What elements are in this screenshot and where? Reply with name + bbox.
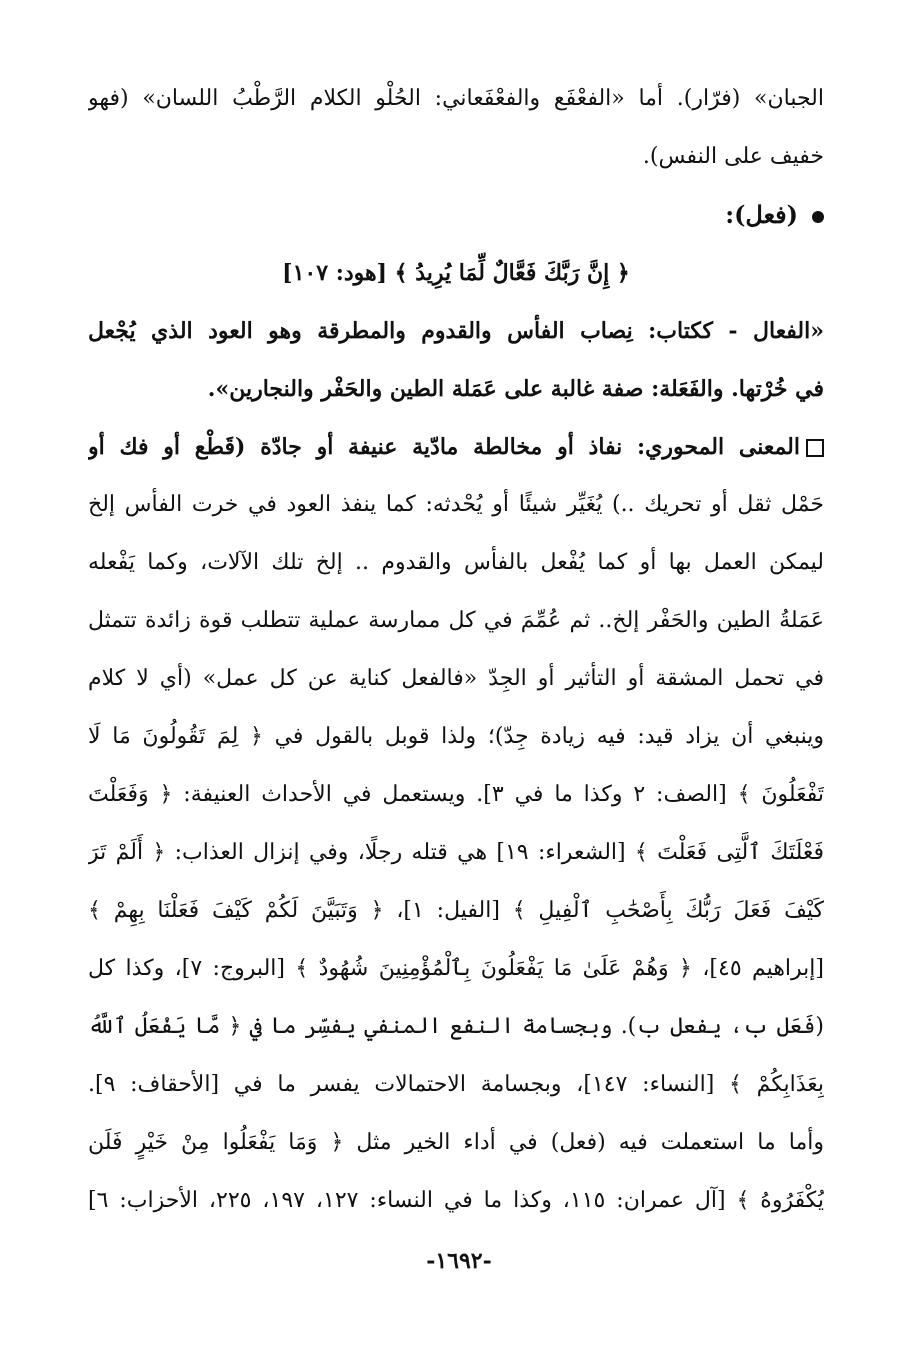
section-heading-label: (فعل): [725, 200, 798, 229]
text-line: [إبراهيم ٤٥]، ﴿ وَهُمْ عَلَىٰ مَا يَفْعَلُونَ بِٱلْمُؤْمِنِينَ شُهُودٌ ﴾ [البروج: ٧]، وكذا كل [88, 956, 824, 981]
quran-verse: ﴿ إِنَّ رَبَّكَ فَعَّالٌ لِّمَا يُرِيدُ ﴾ [هود: ١٠٧] [282, 260, 630, 286]
text-line: حَمْل ثقل أو تحريك ..) يُغَيِّر شيئًا أو يُحْدثه: كما ينفذ العود في خرت الفأس إلخ [88, 492, 824, 517]
text-line: كَيْفَ فَعَلَ رَبُّكَ بِأَصْحَٰبِ ٱلْفِيلِ ﴾ [الفيل: ١]، ﴿ وَتَبَيَّنَ لَكُمْ كَيْفَ فَعَلْنَا بِهِمْ ﴾ [88, 898, 824, 923]
section-heading [88, 186, 824, 244]
text-line: فَعْلَتَكَ ٱلَّتِى فَعَلْتَ ﴾ [الشعراء: ١٩] هي قتله رجلًا، وفي إنزال العذاب: ﴿ أَلَمْ تَرَ [88, 840, 824, 865]
text-line: (فَعَل ب، يفعل ب). وبجسامة النفع المنفي يفسِّر ما في ﴿ مَّا يَفْعَلُ ٱللَّهُ [88, 1014, 824, 1039]
definition-line: «الفعال - ككتاب: نِصاب الفأس والقدوم والمطرقة وهو العود الذي يُجْعل [88, 318, 824, 344]
text-line: وينبغي أن يزاد قيد: فيه زيادة جِدّ)؛ ولذا قوبل بالقول في ﴿ لِمَ تَقُولُونَ مَا لَا [88, 724, 824, 749]
bullet-icon [812, 211, 824, 223]
text-line: يُكْفَرُوهُ ﴾ [آل عمران: ١١٥، وكذا ما في النساء: ١٢٧، ١٩٧، ٢٢٥، الأحزاب: ٦] [88, 1188, 824, 1213]
text-line: تَفْعَلُونَ ﴾ [الصف: ٢ وكذا ما في ٣]. ويستعمل في الأحداث العنيفة: ﴿ وَفَعَلْتَ [88, 782, 824, 807]
text-line: وأما ما استعملت فيه (فعل) في أداء الخير مثل ﴿ وَمَا يَفْعَلُوا مِنْ خَيْرٍ فَلَن [88, 1130, 824, 1155]
page-body [88, 70, 824, 1230]
page-number: -١٦٩٢- [426, 1248, 492, 1274]
text-line: الجبان» (فرّار). أما «الفعْفَع والفعْفَعاني: الحُلْو الكلام الرَّطْبُ اللسان» (فهو [88, 86, 824, 111]
axial-meaning-line [88, 418, 824, 476]
text-line: في تحمل المشقة أو التأثير أو الجِدّ «فالفعل كناية عن كل عمل» (أي لا كلام [88, 666, 824, 691]
axial-meaning-text: المعنى المحوري: نفاذ أو مخالطة مادّية عنيفة أو جادّة (قَطْع أو فك أو [88, 434, 800, 460]
text-line: خفيف على النفس). [642, 144, 824, 169]
definition-line: في خُرْتها. والفَعَلة: صفة غالبة على عَمَلة الطين والحَفْر والنجارين». [207, 376, 824, 402]
square-bullet-icon [806, 439, 824, 457]
text-line: بِعَذَابِكُمْ ﴾ [النساء: ١٤٧]، وبجسامة الاحتمالات يفسر ما في [الأحقاف: ٩]. [88, 1072, 824, 1097]
text-line: عَمَلةُ الطين والحَفْر إلخ.. ثم عُمِّمَ في كل ممارسة عملية تتطلب قوة زائدة تتمثل [88, 608, 824, 633]
text-line: ليمكن العمل بها أو كما يُفْعل بالفأس والقدوم .. إلخ تلك الآلات، وكما يَفْعله [88, 550, 824, 575]
